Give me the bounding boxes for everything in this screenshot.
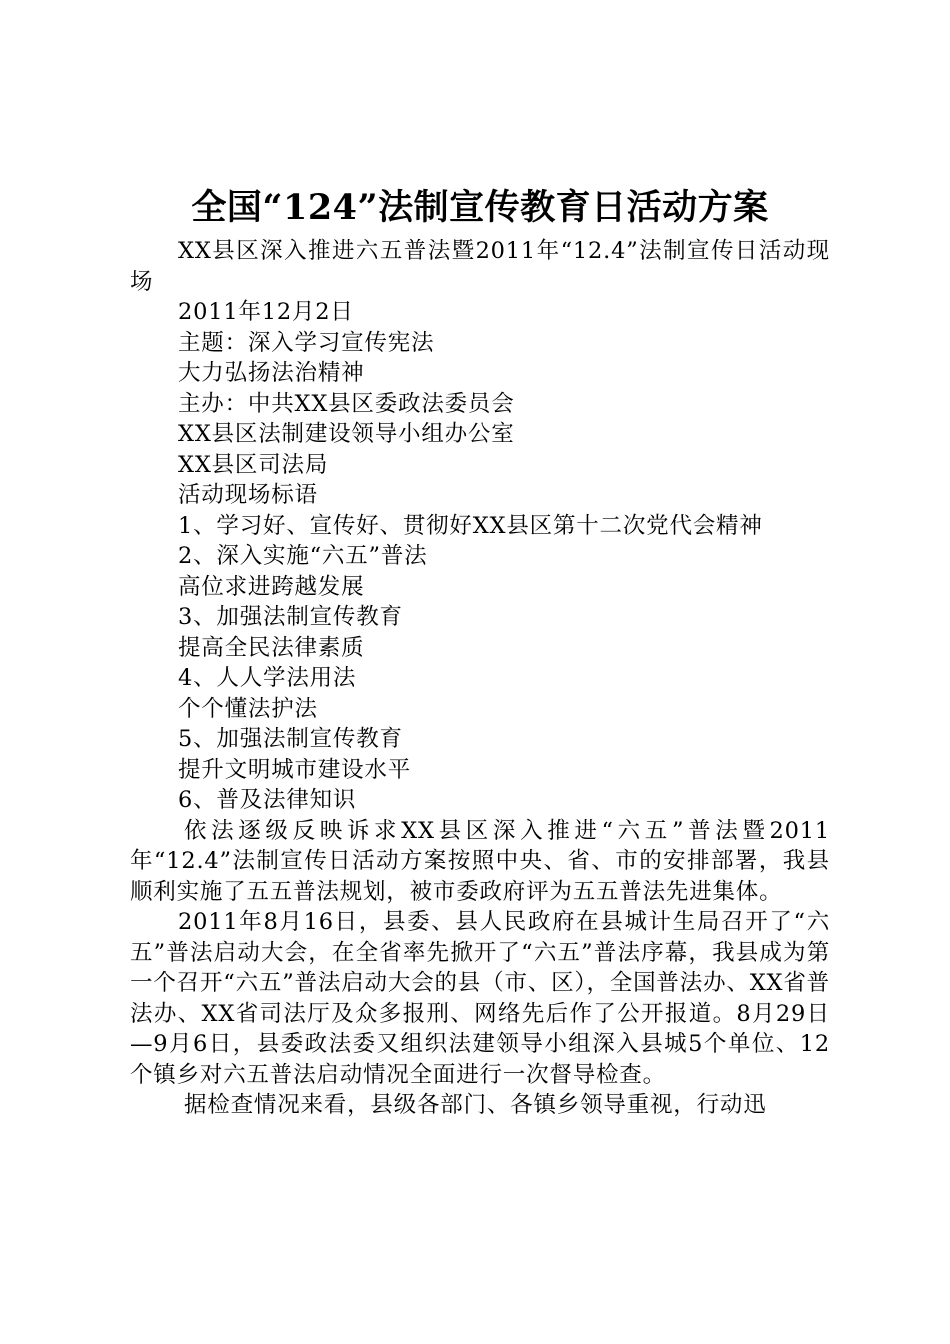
body-paragraph: 据检查情况来看，县级各部门、各镇乡领导重视，行动迅 [184,1092,767,1118]
organizer-line: 主办：中共XX县区委政法委员会 [178,390,515,417]
document-title: 全国“124”法制宣传教育日活动方案 [191,187,769,228]
slogan-item: 高位求进跨越发展 [178,573,365,600]
organizer-line-2: XX县区法制建设领导小组办公室 [178,421,515,447]
body-paragraph: 依法逐级反映诉求XX县区深入推进“六五”普法暨2011年“12.4”法制宣传日活动方案按照中央、省、市的安排部署，我县顺利实施了五五普法规划，被市委政府评为五五普法先进集体。 [130,817,830,905]
slogan-item: 提高全民法律素质 [178,634,365,661]
slogan-item: 2、深入实施“六五”普法 [178,543,428,569]
slogan-item: 4、人人学法用法 [178,665,357,691]
slogan-item: 6、普及法律知识 [178,787,357,813]
document-body [130,236,830,1121]
theme-line-2: 大力弘扬法治精神 [178,360,365,386]
organizer-line-3: XX县区司法局 [178,451,329,478]
body-paragraph: 2011年8月16日，县委、县人民政府在县城计生局召开了“六五”普法启动大会，在全省率先掀开了“六五”普法序幕，我县成为第一个召开“六五”普法启动大会的县（市、区），全国普法办、XX省普法办、XX省司法厅及众多报刑、网络先后作了公开报道。8月29日—9月6日，县委政法委又组织法建领导小组深入县城5个单位、12个镇乡对六五普法启动情况全面进行一次督导检查。 [130,909,830,1088]
slogan-item: 1、学习好、宣传好、贯彻好XX县区第十二次党代会精神 [178,512,763,539]
slogan-item: 3、加强法制宣传教育 [178,604,403,630]
slogan-item: 5、加强法制宣传教育 [178,726,403,752]
slogans-heading: 活动现场标语 [178,482,318,508]
date-line: 2011年12月2日 [178,299,354,325]
slogan-item: 提升文明城市建设水平 [178,756,412,783]
slogan-item: 个个懂法护法 [178,695,318,722]
theme-line: 主题：深入学习宣传宪法 [178,329,435,356]
intro-paragraph: XX县区深入推进六五普法暨2011年“12.4”法制宣传日活动现场 [130,238,830,295]
